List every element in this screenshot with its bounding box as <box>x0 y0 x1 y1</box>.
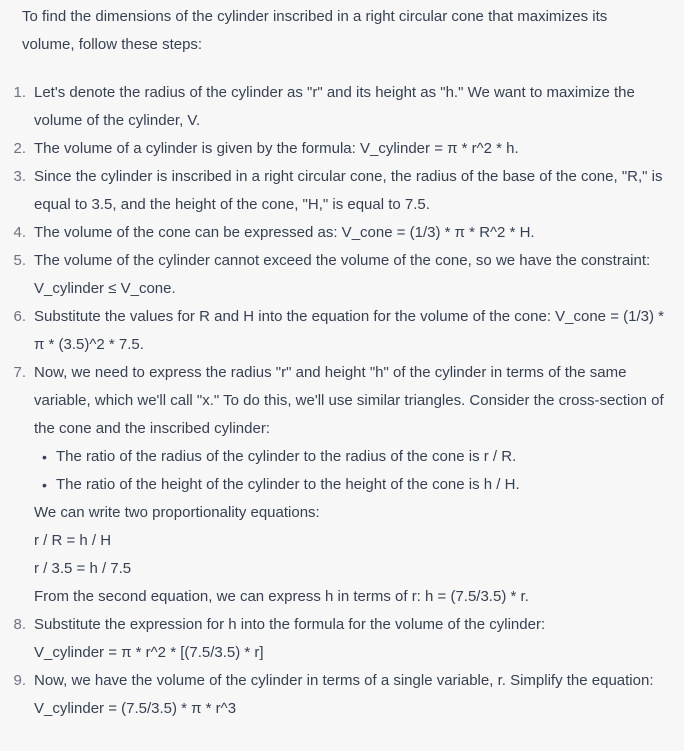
steps-list <box>13 79 670 723</box>
step-number: 3. <box>13 168 26 185</box>
step-number: 1. <box>13 84 26 101</box>
sub-bullet-item <box>34 471 670 499</box>
step-item <box>13 219 670 247</box>
sub-bullet-text: The ratio of the radius of the cylinder to the radius of the cone is r / R. <box>56 448 517 465</box>
step-item <box>13 247 670 303</box>
step-item <box>13 163 670 219</box>
step-item <box>13 135 670 163</box>
step-item <box>13 611 670 667</box>
step-text: Now, we have the volume of the cylinder in terms of a single variable, r. Simplify the equation: <box>34 672 654 689</box>
intro-paragraph: To find the dimensions of the cylinder inscribed in a right circular cone that maximizes its volume, follow these steps: <box>22 8 608 53</box>
step-text: Substitute the expression for h into the formula for the volume of the cylinder: <box>34 616 546 633</box>
sub-bullet-text: The ratio of the height of the cylinder to the height of the cone is h / H. <box>56 476 520 493</box>
sub-bullet-item <box>34 443 670 471</box>
equation-line: V_cylinder = π * r^2 * [(7.5/3.5) * r] <box>34 644 264 661</box>
sub-bullet-list <box>34 443 670 499</box>
step-number: 8. <box>13 616 26 633</box>
step-number: 9. <box>13 672 26 689</box>
step-number: 2. <box>13 140 26 157</box>
step-text: The volume of the cylinder cannot exceed the volume of the cone, so we have the constraint: V_cylinder ≤ V_cone. <box>34 252 651 297</box>
step-line: We can write two proportionality equations: <box>34 504 320 521</box>
step-text: Substitute the values for R and H into the equation for the volume of the cone: V_cone = (1/3) * π * (3.5)^2 * 7.5. <box>34 308 664 353</box>
step-number: 5. <box>13 252 26 269</box>
step-item <box>13 303 670 359</box>
step-text: The volume of a cylinder is given by the formula: V_cylinder = π * r^2 * h. <box>34 140 519 157</box>
step-item <box>13 359 670 611</box>
equation-line: r / 3.5 = h / 7.5 <box>34 560 132 577</box>
step-number: 4. <box>13 224 26 241</box>
step-text: Since the cylinder is inscribed in a right circular cone, the radius of the base of the cone, "R," is equal to 3.5, and the height of the cone, "H," is equal to 7.5. <box>34 168 663 213</box>
step-text: Now, we need to express the radius "r" and height "h" of the cylinder in terms of the same variable, which we'll call "x." To do this, we'll use similar triangles. Consider the cross-section of the cone and the inscribed cylinder: <box>34 364 664 437</box>
step-text: The volume of the cone can be expressed as: V_cone = (1/3) * π * R^2 * H. <box>34 224 535 241</box>
step-text: Let's denote the radius of the cylinder as "r" and its height as "h." We want to maximize the volume of the cylinder, V. <box>34 84 635 129</box>
equation-line: r / R = h / H <box>34 532 112 549</box>
step-number: 7. <box>13 364 26 381</box>
step-item <box>13 79 670 135</box>
bullet-dot-icon: • <box>42 449 47 465</box>
step-line: From the second equation, we can express h in terms of r: h = (7.5/3.5) * r. <box>34 588 529 605</box>
step-item <box>13 667 670 723</box>
step-number: 6. <box>13 308 26 325</box>
equation-line: V_cylinder = (7.5/3.5) * π * r^3 <box>34 700 237 717</box>
bullet-dot-icon: • <box>42 477 47 493</box>
